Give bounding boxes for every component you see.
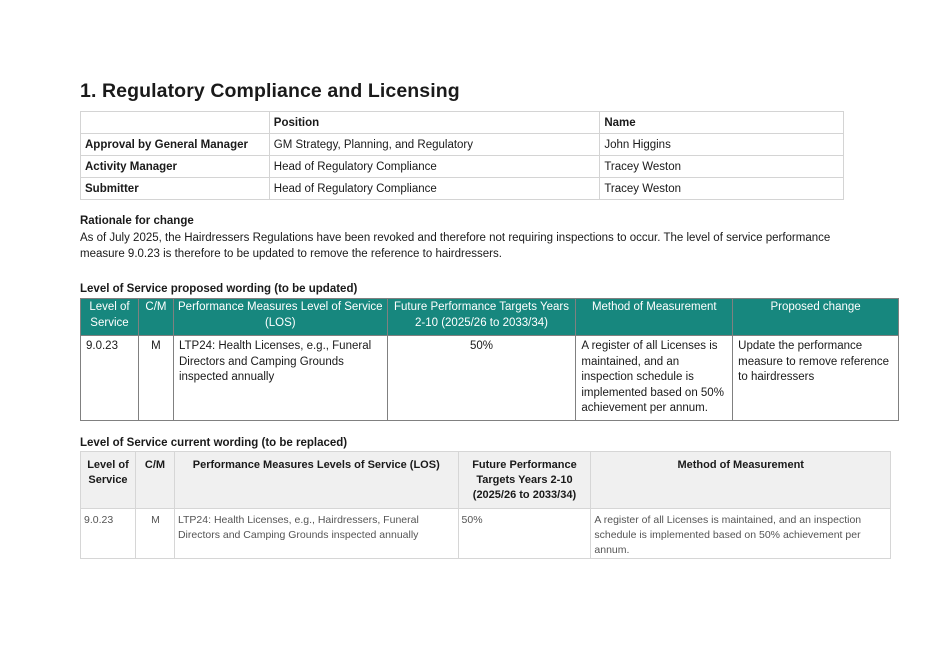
proposed-heading: Level of Service proposed wording (to be updated) [80, 283, 358, 295]
current-method-cell: A register of all Licenses is maintained, and an inspection schedule is implemented based on 50% achievement per annum. [591, 509, 891, 559]
proposed-target-cell: 50% [387, 336, 576, 421]
proposed-measure-cell: LTP24: Health Licenses, e.g., Funeral Directors and Camping Grounds inspected annually [173, 336, 387, 421]
rationale-heading: Rationale for change [80, 215, 194, 227]
current-los-cell: 9.0.23 [81, 509, 136, 559]
current-row [81, 509, 891, 559]
proposed-header-cm: C/M [138, 299, 173, 336]
approvals-row-name: Tracey Weston [600, 178, 844, 200]
proposed-los-cell: 9.0.23 [81, 336, 139, 421]
proposed-change-cell: Update the performance measure to remove reference to hairdressers [733, 336, 899, 421]
approvals-row-label: Approval by General Manager [81, 134, 270, 156]
current-header-method: Method of Measurement [591, 452, 891, 509]
proposed-method-cell: A register of all Licenses is maintained, and an inspection schedule is implemented based on 50% achievement per annum. [576, 336, 733, 421]
current-target-cell: 50% [458, 509, 591, 559]
proposed-header-los: Level of Service [81, 299, 139, 336]
approvals-row [81, 178, 844, 200]
current-header-row [81, 452, 891, 509]
proposed-cm-cell: M [138, 336, 173, 421]
proposed-header-row [81, 299, 899, 336]
current-measure-cell: LTP24: Health Licenses, e.g., Hairdressers, Funeral Directors and Camping Grounds inspected annually [174, 509, 458, 559]
approvals-header-row [81, 112, 844, 134]
approvals-row-label: Activity Manager [81, 156, 270, 178]
approvals-row-name: John Higgins [600, 134, 844, 156]
approvals-table [80, 111, 844, 200]
section-title: 1. Regulatory Compliance and Licensing [80, 80, 460, 102]
current-heading: Level of Service current wording (to be replaced) [80, 437, 348, 449]
approvals-row-name: Tracey Weston [600, 156, 844, 178]
current-header-measure: Performance Measures Levels of Service (LOS) [174, 452, 458, 509]
approvals-header-position: Position [269, 112, 600, 134]
current-cm-cell: M [135, 509, 174, 559]
approvals-row [81, 134, 844, 156]
rationale-text: As of July 2025, the Hairdressers Regulations have been revoked and therefore not requiring inspections to occur. The level of service performance measure 9.0.23 is therefore to be updated to remove the reference to hairdressers. [80, 232, 831, 260]
proposed-wording-table [80, 298, 899, 421]
proposed-header-target: Future Performance Targets Years 2-10 (2025/26 to 2033/34) [387, 299, 576, 336]
current-header-los: Level of Service [81, 452, 136, 509]
approvals-header-name: Name [600, 112, 844, 134]
proposed-header-measure: Performance Measures Level of Service (LOS) [173, 299, 387, 336]
approvals-header-blank [81, 112, 270, 134]
approvals-row-position: Head of Regulatory Compliance [269, 178, 600, 200]
proposed-row [81, 336, 899, 421]
proposed-header-method: Method of Measurement [576, 299, 733, 336]
approvals-row-position: GM Strategy, Planning, and Regulatory [269, 134, 600, 156]
approvals-row-position: Head of Regulatory Compliance [269, 156, 600, 178]
current-header-target: Future Performance Targets Years 2-10 (2025/26 to 2033/34) [458, 452, 591, 509]
current-header-cm: C/M [135, 452, 174, 509]
current-wording-table [80, 451, 891, 559]
proposed-header-change: Proposed change [733, 299, 899, 336]
approvals-row-label: Submitter [81, 178, 270, 200]
approvals-row [81, 156, 844, 178]
